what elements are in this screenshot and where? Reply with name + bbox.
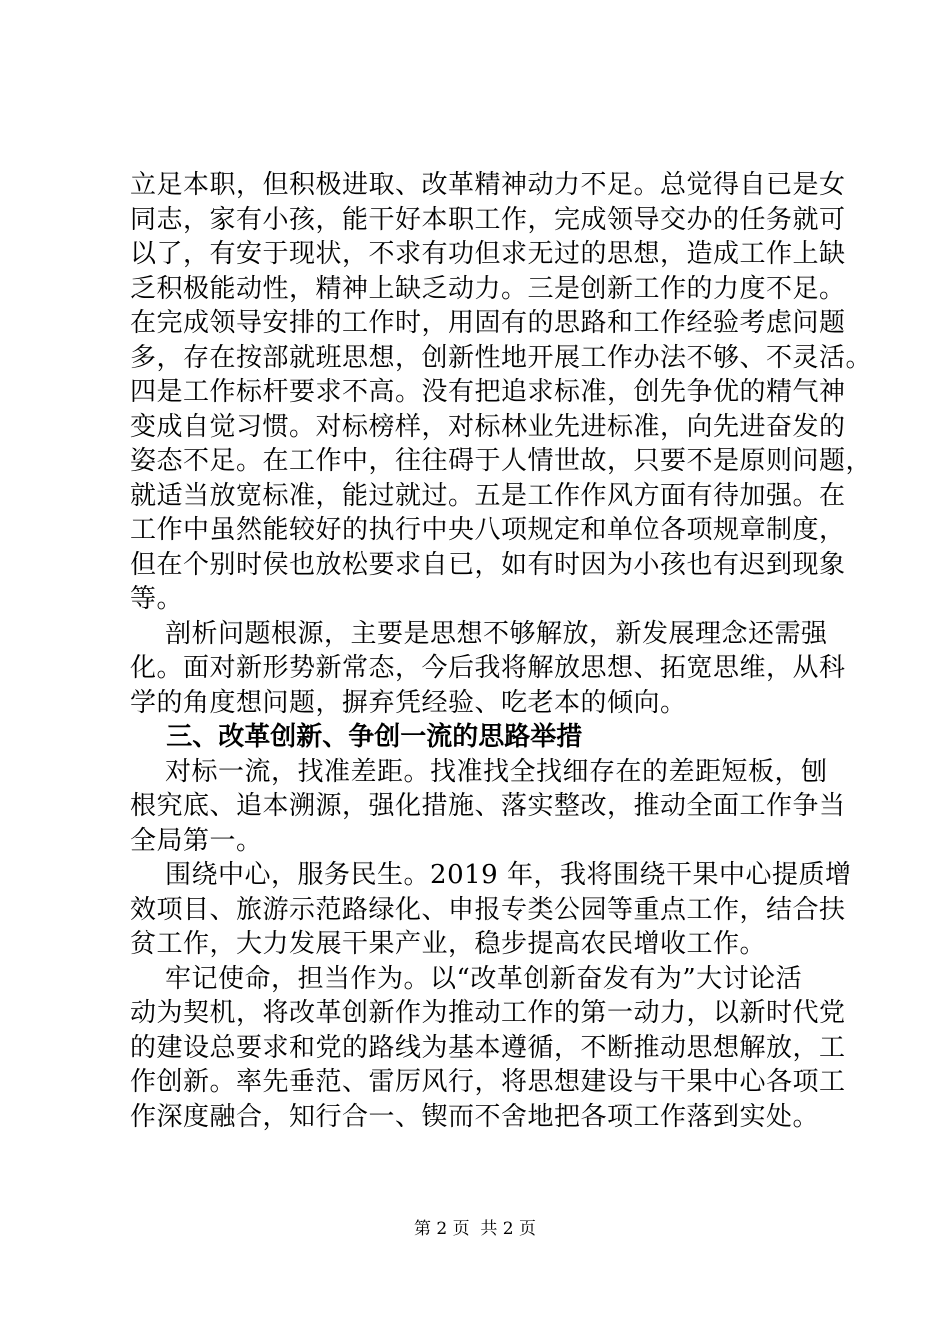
text-line: 的建设总要求和党的路线为基本遵循，不断推动思想解放，工 <box>130 1032 846 1063</box>
text-line: 就适当放宽标准，能过就过。五是工作作风方面有待加强。在 <box>130 480 846 511</box>
text-line: 多，存在按部就班思想，创新性地开展工作办法不够、不灵活。 <box>130 342 873 373</box>
text-line: 根究底、追本溯源，强化措施、落实整改，推动全面工作争当 <box>130 791 846 821</box>
text-line: 效项目、旅游示范路绿化、申报专类公园等重点工作，结合扶 <box>130 894 846 925</box>
text-line: 立足本职，但积极进取、改革精神动力不足。总觉得自已是女 <box>130 170 846 200</box>
text-line: 贫工作，大力发展干果产业，稳步提高农民增收工作。 <box>130 929 767 959</box>
document-body <box>130 168 873 1134</box>
text-line: 化。面对新形势新常态，今后我将解放思想、拓宽思维，从科 <box>130 653 846 683</box>
text-line: 同志，家有小孩，能干好本职工作，完成领导交办的任务就可 <box>130 204 846 235</box>
text-line: 在完成领导安排的工作时，用固有的思路和工作经验考虑问题 <box>130 308 846 338</box>
text-line: 围绕中心，服务民生。2019 年，我将围绕干果中心提质增 <box>130 860 852 890</box>
text-line: 四是工作标杆要求不高。没有把追求标准，创先争优的精气神 <box>130 377 846 407</box>
text-line: 等。 <box>130 584 184 614</box>
text-line: 乏积极能动性，精神上缺乏动力。三是创新工作的力度不足。 <box>130 273 846 304</box>
text-line: 以了，有安于现状，不求有功但求无过的思想，造成工作上缺 <box>130 239 846 269</box>
text-line: 姿态不足。在工作中，往往碍于人情世故，只要不是原则问题， <box>130 446 873 476</box>
text-line: 牢记使命，担当作为。以“改革创新奋发有为”大讨论活 <box>130 963 803 994</box>
text-line: 变成自觉习惯。对标榜样，对标林业先进标准，向先进奋发的 <box>130 411 846 442</box>
text-line: 学的角度想问题，摒弃凭经验、吃老本的倾向。 <box>130 687 687 718</box>
section-heading: 三、改革创新、争创一流的思路举措 <box>130 722 583 752</box>
text-line: 动为契机，将改革创新作为推动工作的第一动力，以新时代党 <box>130 998 846 1028</box>
text-line: 工作中虽然能较好的执行中央八项规定和单位各项规章制度， <box>130 515 846 545</box>
page-number-footer: 第 2 页 共 2 页 <box>413 1219 537 1239</box>
text-line: 全局第一。 <box>130 825 263 856</box>
text-line: 剖析问题根源，主要是思想不够解放，新发展理念还需强 <box>130 618 828 649</box>
text-line: 作深度融合，知行合一、锲而不舍地把各项工作落到实处。 <box>130 1101 820 1132</box>
text-line: 作创新。率先垂范、雷厉风行，将思想建设与干果中心各项工 <box>130 1067 846 1097</box>
text-line: 对标一流，找准差距。找准找全找细存在的差距短板，刨 <box>130 756 828 787</box>
text-line: 但在个别时侯也放松要求自已，如有时因为小孩也有迟到现象 <box>130 549 846 580</box>
